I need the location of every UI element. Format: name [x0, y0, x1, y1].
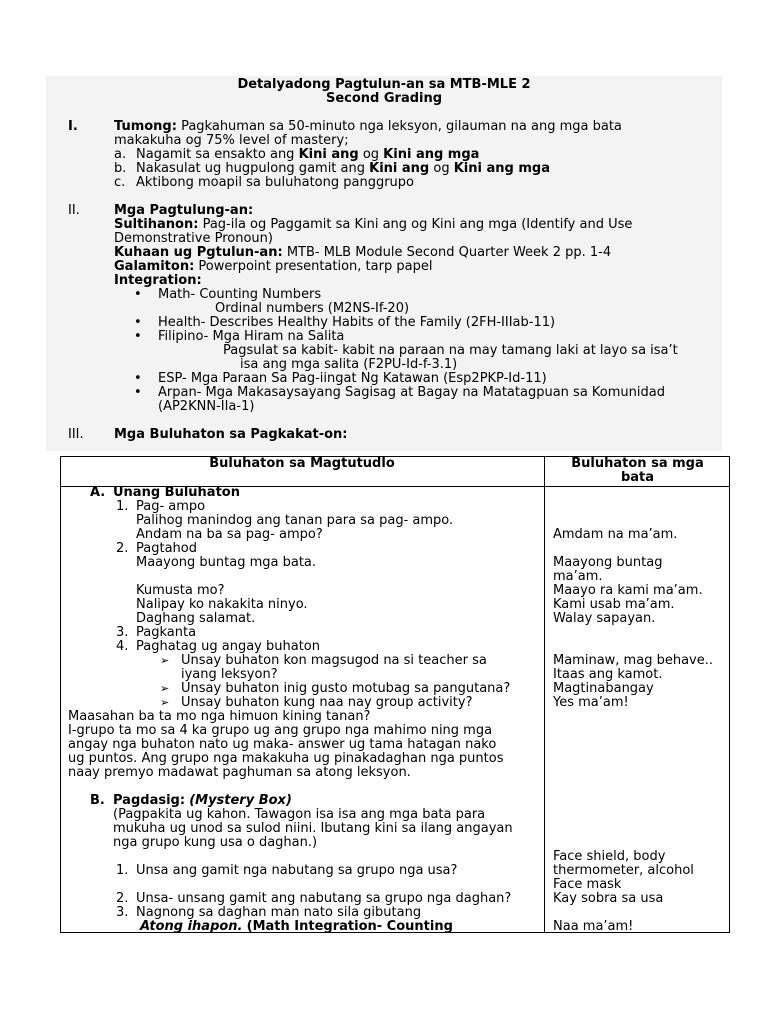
counting-bold: (Math Integration- Counting [246, 919, 453, 934]
ampo-line-1: Palihog manindog ang tanan para sa pag- ampo. [136, 513, 454, 528]
arrow-bullet-icon: ➢ [160, 682, 170, 695]
objective-c-marker: c. [114, 175, 126, 190]
student-response-naa: Naa ma’am! [553, 919, 634, 934]
question-2: Unsa- unsang gamit ang nabutang sa grupo nga daghan? [136, 891, 512, 906]
rule-3: Unsay buhaton kung naa nay group activity? [181, 695, 473, 710]
student-response-rule-1: Maminaw, mag behave.. [553, 653, 713, 668]
counting-line [140, 920, 453, 934]
tahod-line-1: Maayong buntag mga bata. [136, 555, 317, 570]
objective-b-bold1: Kini ang [369, 161, 430, 176]
galamiton-text: Powerpoint presentation, tarp papel [198, 259, 433, 274]
sultihanon-label: Sultihanon: [114, 217, 199, 232]
bullet-icon: • [134, 287, 142, 302]
galamiton-line [114, 260, 432, 274]
part-b-marker: B. [90, 793, 105, 808]
galamiton-label: Galamiton: [114, 259, 195, 274]
student-response-items-1: Face shield, body [553, 849, 666, 864]
student-response-ampo: Amdam na ma’am. [553, 527, 678, 542]
integration-filipino-sub2: isa ang mga salita (F2PU-Id-f-3.1) [240, 357, 458, 372]
step-4-number: 4. [116, 639, 129, 654]
part-b-title-line [113, 794, 292, 808]
rule-2: Unsay buhaton inig gusto motubag sa pangutana? [181, 681, 511, 696]
mystery-line-1: (Pagpakita ug kahon. Tawagon isa isa ang mga bata para [113, 807, 486, 822]
section-2-label: Mga Pagtulung-an: [114, 203, 254, 218]
section-1-label: Tumong: [114, 119, 177, 134]
sultihanon-text: Pag-ila og Paggamit sa Kini ang og Kini ang mga (Identify and Use [202, 217, 633, 232]
part-a-title: Unang Buluhaton [113, 485, 240, 500]
tahod-line-3: Nalipay ko nakakita ninyo. [136, 597, 308, 612]
objective-b-mid: og [429, 161, 454, 176]
sultihanon-text2: Demonstrative Pronoun) [114, 231, 273, 246]
question-1: Unsa ang gamit nga nabutang sa grupo nga usa? [136, 863, 458, 878]
section-1-line [114, 120, 622, 134]
part-b-subtitle: (Mystery Box) [189, 793, 292, 808]
section-3-label: Mga Buluhaton sa Pagkakat-on: [114, 427, 348, 442]
tahod-line-4: Daghang salamat. [136, 611, 256, 626]
step-1-number: 1. [116, 499, 129, 514]
part-a-marker: A. [90, 485, 106, 500]
student-response-lipay: Kami usab ma’am. [553, 597, 675, 612]
objective-a [136, 148, 479, 162]
question-2-number: 2. [116, 891, 129, 906]
document-subtitle: Second Grading [325, 91, 443, 106]
integration-math: Math- Counting Numbers [158, 287, 322, 302]
tahod-line-2: Kumusta mo? [136, 583, 225, 598]
ampo-line-2: Andam na ba sa pag- ampo? [136, 527, 323, 542]
objective-b-text: Nakasulat ug hugpulong gamit ang [136, 161, 370, 176]
objective-a-bold1: Kini ang [298, 147, 359, 162]
bullet-icon: • [134, 371, 142, 386]
table-header-student [545, 457, 730, 485]
section-2-numeral: II. [68, 203, 80, 218]
student-response-greeting: Maayong buntag [553, 555, 663, 570]
integration-arpan: Arpan- Mga Makasaysayang Sagisag at Bagay na Matatagpuan sa Komunidad [158, 385, 665, 400]
objective-a-marker: a. [114, 147, 127, 162]
document-title: Detalyadong Pagtulun-an sa MTB-MLE 2 [237, 77, 531, 92]
bullet-icon: • [134, 315, 142, 330]
student-response-salamat: Walay sapayan. [553, 611, 656, 626]
student-response-items-3: Face mask [553, 877, 622, 892]
section-1-text2: makakuha og 75% level of mastery; [114, 133, 349, 148]
kuhaan-label: Kuhaan ug Pgtulun-an: [114, 245, 283, 260]
kuhaan-line [114, 246, 611, 260]
student-response-greeting-cont: ma’am. [553, 569, 603, 584]
bullet-icon: • [134, 329, 142, 344]
step-2-title: Pagtahod [136, 541, 197, 556]
step-1-title: Pag- ampo [136, 499, 206, 514]
objective-a-mid: og [358, 147, 384, 162]
paragraph-line-4: ug puntos. Ang grupo nga makakuha ug pinakadaghan nga puntos [68, 751, 504, 766]
question-3-number: 3. [116, 905, 129, 920]
arrow-bullet-icon: ➢ [160, 696, 170, 709]
kuhaan-text: MTB- MLB Module Second Quarter Week 2 pp. 1-4 [286, 245, 612, 260]
integration-health: Health- Describes Healthy Habits of the Family (2FH-IIIab-11) [158, 315, 556, 330]
question-3: Nagnong sa daghan man nato sila gibutang [136, 905, 422, 920]
paragraph-line-2: I-grupo ta mo sa 4 ka grupo ug ang grupo nga mahimo ning mga [68, 723, 493, 738]
integration-filipino: Filipino- Mga Hiram na Salita [158, 329, 345, 344]
integration-label: Integration: [114, 273, 202, 288]
step-3-title: Pagkanta [136, 625, 197, 640]
student-response-rule-3: Magtinabangay [553, 681, 654, 696]
paragraph-line-3: angay nga buhaton nato ug maka- answer ug tama hatagan nako [68, 737, 497, 752]
bullet-icon: • [134, 385, 142, 400]
rule-1: Unsay buhaton kon magsugod na si teacher sa [181, 653, 487, 668]
integration-math-sub: Ordinal numbers (M2NS-If-20) [215, 301, 410, 316]
section-3-numeral: III. [68, 427, 84, 442]
step-2-number: 2. [116, 541, 129, 556]
objective-b-bold2: Kini ang mga [453, 161, 550, 176]
student-response-sobra: Kay sobra sa usa [553, 891, 664, 906]
student-response-kumusta: Maayo ra kami ma’am. [553, 583, 703, 598]
sultihanon-line [114, 218, 632, 232]
part-b-title: Pagdasig: [113, 793, 186, 808]
integration-esp: ESP- Mga Paraan Sa Pag-iingat Ng Katawan (Esp2PKP-Id-11) [158, 371, 547, 386]
integration-arpan-sub: (AP2KNN-IIa-1) [158, 399, 255, 414]
objective-a-bold2: Kini ang mga [383, 147, 480, 162]
paragraph-line-5: naay premyo madawat paghuman sa atong leksyon. [68, 765, 411, 780]
header-student-line1: Buluhaton sa mga [571, 456, 704, 471]
arrow-bullet-icon: ➢ [160, 654, 170, 667]
question-1-number: 1. [116, 863, 129, 878]
rule-1-cont: iyang leksyon? [181, 667, 278, 682]
paragraph-line-1: Maasahan ba ta mo nga himuon kining tanan? [68, 709, 371, 724]
mystery-line-2: mukuha ug unod sa sulod niini. Ibutang kini sa ilang angayan [113, 821, 513, 836]
counting-italic: Atong ihapon. [140, 919, 243, 934]
step-3-number: 3. [116, 625, 129, 640]
step-4-title: Paghatag ug angay buhaton [136, 639, 320, 654]
student-response-items-2: thermometer, alcohol [553, 863, 694, 878]
objective-b-marker: b. [114, 161, 127, 176]
table-header-teacher: Buluhaton sa Magtutudlo [209, 456, 395, 471]
section-1-text: Pagkahuman sa 50-minuto nga leksyon, gilauman na ang mga bata [181, 119, 622, 134]
objective-a-text: Nagamit sa ensakto ang [136, 147, 299, 162]
integration-filipino-sub: Pagsulat sa kabit- kabit na paraan na may tamang laki at layo sa isa’t [223, 343, 678, 358]
student-response-yes: Yes ma’am! [553, 695, 629, 710]
table-column-divider [544, 456, 545, 933]
mystery-line-3: nga grupo kung usa o daghan.) [113, 835, 318, 850]
student-response-rule-2: Itaas ang kamot. [553, 667, 663, 682]
objective-c: Aktibong moapil sa buluhatong panggrupo [136, 175, 414, 190]
objective-b [136, 162, 550, 176]
section-1-numeral: I. [68, 119, 78, 134]
header-student-line2: bata [620, 470, 655, 485]
